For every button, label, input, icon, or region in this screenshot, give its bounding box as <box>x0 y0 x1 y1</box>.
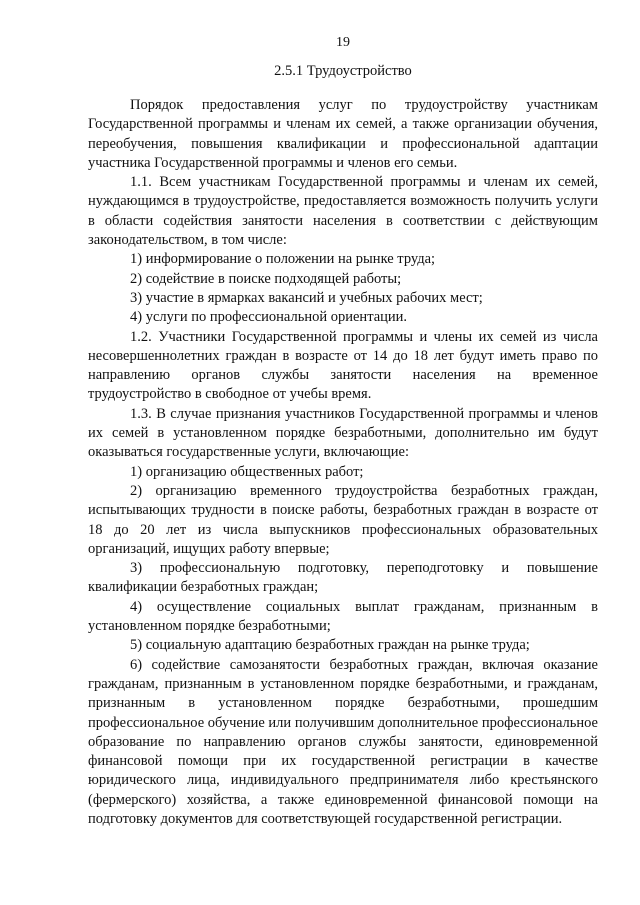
document-body <box>88 96 598 829</box>
list-item: 1) организацию общественных работ; <box>130 463 364 480</box>
paragraph-1-2: 1.2. Участники Государственной программы и члены их семей из числа несовершеннолетних граждан в возрасте от 14 до 18 лет будут иметь право по направлению органов службы занятости населения на временное трудоустройство в свободное от учебы время. <box>88 328 598 403</box>
paragraph-intro: Порядок предоставления услуг по трудоустройству участникам Государственной программы и членам их семей, а также организации обучения, переобучения, повышения квалификации и профессиональной адаптации участника Государственной программы и членов его семьи. <box>88 97 598 171</box>
paragraph-1-3: 1.3. В случае признания участников Государственной программы и членов их семей в установленном порядке безработными, дополнительно им будут оказываться государственные услуги, включающие: <box>88 405 598 461</box>
list-item: 3) участие в ярмарках вакансий и учебных рабочих мест; <box>130 289 483 306</box>
section-title: 2.5.1 Трудоустройство <box>274 63 412 79</box>
list-item: 3) профессиональную подготовку, переподготовку и повышение квалификации безработных граждан; <box>88 560 598 596</box>
document-page <box>88 34 598 829</box>
list-item: 1) информирование о положении на рынке труда; <box>130 251 436 268</box>
list-item: 4) осуществление социальных выплат гражданам, признанным в установленном порядке безработными; <box>88 598 598 635</box>
list-item: 2) содействие в поиске подходящей работы; <box>130 270 402 287</box>
list-item: 4) услуги по профессиональной ориентации. <box>130 309 408 326</box>
list-item: 5) социальную адаптацию безработных граждан на рынке труда; <box>130 637 530 654</box>
page-number: 19 <box>336 35 350 50</box>
paragraph-1-1: 1.1. Всем участникам Государственной программы и членам их семей, нуждающимся в трудоустройстве, предоставляется возможность получить услуги в области содействия занятости населения в соответствии с действующим законодательством, в том числе: <box>88 174 598 249</box>
list-item: 6) содействие самозанятости безработных граждан, включая оказание гражданам, признанным в установленном порядке безработными, и гражданам, признанным в установленном порядке безработными, прошедшим профессиональное обучение или получившим дополнительное профессиональное образование по направлению органов службы занятости, единовременной финансовой помощи при их государственной регистрации в качестве юридического лица, индивидуального предпринимателя либо крестьянского (фермерского) хозяйства, а также единовременной финансовой помощи на подготовку документов для соответствующей государственной регистрации. <box>88 656 598 827</box>
list-item: 2) организацию временного трудоустройства безработных граждан, испытывающих трудности в поиске работы, безработных граждан в возрасте от 18 до 20 лет из числа выпускников профессиональных образовательных организаций, ищущих работу впервые; <box>88 482 598 557</box>
